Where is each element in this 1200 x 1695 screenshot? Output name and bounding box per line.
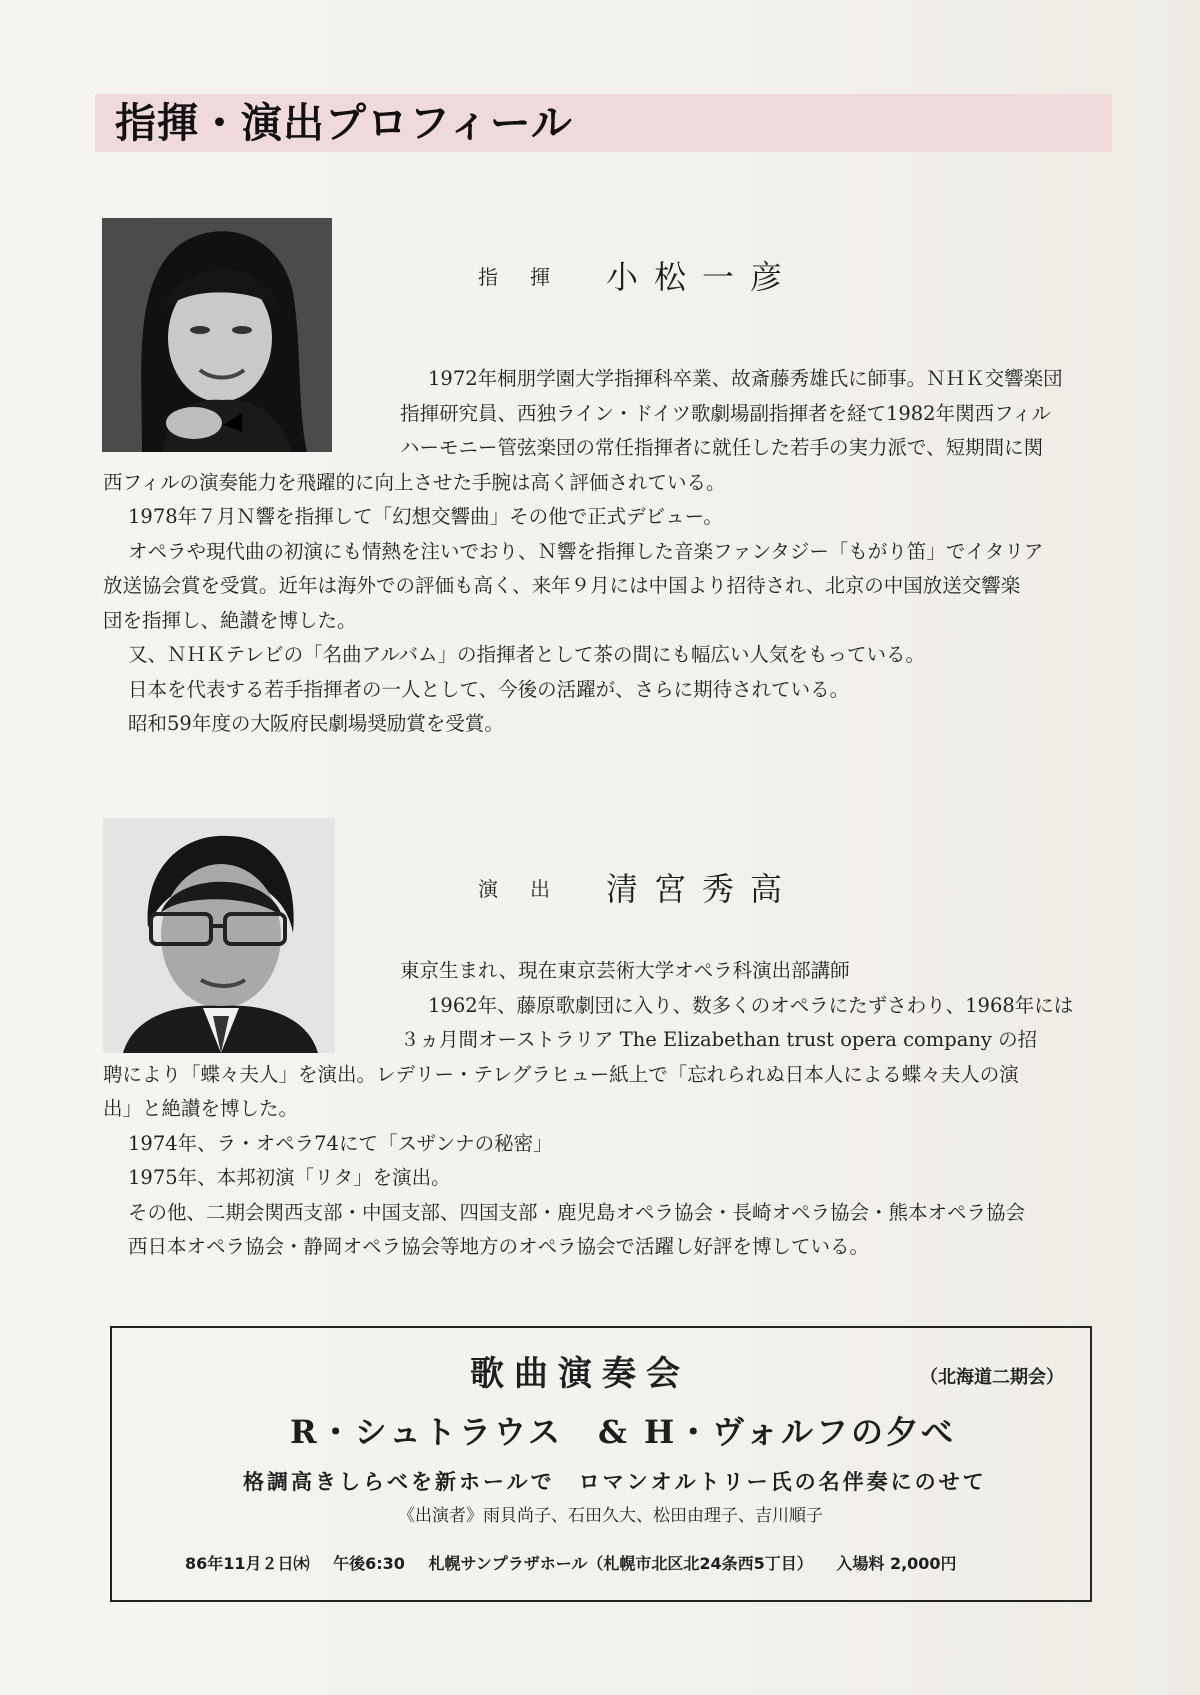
person-name: 小松一彦 xyxy=(606,257,799,296)
bio-line: 西日本オペラ協会・静岡オペラ協会等地方のオペラ協会で活躍し好評を博している。 xyxy=(128,1235,870,1258)
director-heading xyxy=(478,868,798,909)
bio-line: 昭和59年度の大阪府民劇場奨励賞を受賞。 xyxy=(128,712,504,735)
bio-line: 指揮研究員、西独ライン・ドイツ歌劇場副指揮者を経て1982年関西フィル xyxy=(400,401,1052,425)
concert-title: 歌曲演奏会 xyxy=(470,1354,690,1394)
concert-details xyxy=(185,1550,975,1578)
concert-time: 午後6:30 xyxy=(333,1554,405,1573)
bio-line: 1978年７月Ｎ響を指揮して「幻想交響曲」その他で正式デビュー。 xyxy=(128,505,723,528)
bio-line: 又、ＮＨＫテレビの「名曲アルバム」の指揮者として茶の間にも幅広い人気をもっている。 xyxy=(128,643,925,666)
concert-organizer: （北海道二期会） xyxy=(920,1367,1064,1388)
concert-subtitle: R・シュトラウス & H・ヴォルフの夕べ xyxy=(290,1413,956,1451)
bio-line: ３ヵ月間オーストラリア The Elizabethan trust opera company の招 xyxy=(400,1028,1038,1051)
director-bio xyxy=(103,954,1073,1265)
conductor-bio xyxy=(103,362,1063,742)
page-title: 指揮・演出プロフィール xyxy=(115,99,573,147)
bio-line: 東京生まれ、現在東京芸術大学オペラ科演出部講師 xyxy=(400,959,850,982)
bio-line: 日本を代表する若手指揮者の一人として、今後の活躍が、さらに期待されている。 xyxy=(128,677,850,701)
bio-line: 放送協会賞を受賞。近年は海外での評価も高く、来年９月には中国より招待され、北京の中国放送交響楽 xyxy=(103,574,1021,597)
bio-line: ハーモニー管弦楽団の常任指揮者に就任した若手の実力派で、短期間に関 xyxy=(400,436,1044,459)
concert-venue: 札幌サンプラザホール（札幌市北区北24条西5丁目） xyxy=(428,1554,813,1573)
person-name: 清宮秀高 xyxy=(606,869,799,908)
bio-line: 1974年、ラ・オペラ74にて「スザンナの秘密」 xyxy=(128,1131,553,1155)
bio-line: 1962年、藤原歌劇団に入り、数多くのオペラにたずさわり、1968年には xyxy=(428,993,1074,1017)
bio-line: 西フィルの演奏能力を飛躍的に向上させた手腕は高く評価されている。 xyxy=(103,470,726,494)
concert-tagline: 格調高きしらべを新ホールで ロマンオルトリー氏の名伴奏にのせて xyxy=(243,1469,987,1494)
bio-line: 1975年、本邦初演「リタ」を演出。 xyxy=(128,1166,451,1189)
concert-fee: 入場料 2,000円 xyxy=(836,1554,957,1573)
bio-line: 1972年桐朋学園大学指揮科卒業、故斎藤秀雄氏に師事。ＮＨＫ交響楽団 xyxy=(428,367,1063,390)
bio-line: その他、二期会関西支部・中国支部、四国支部・鹿児島オペラ協会・長崎オペラ協会・熊本オペラ協会 xyxy=(128,1200,1026,1224)
role-label: 演出 xyxy=(478,876,582,901)
role-label: 指揮 xyxy=(478,264,582,289)
bio-line: 出」と絶讃を博した。 xyxy=(103,1097,299,1120)
bio-line: 聘により「蝶々夫人」を演出。レデリー・テレグラヒュー紙上で「忘れられぬ日本人による蝶々夫人の演 xyxy=(103,1062,1019,1086)
bio-line: オペラや現代曲の初演にも情熱を注いでおり、Ｎ響を指揮した音楽ファンタジー「もがり笛」でイタリア xyxy=(128,539,1044,563)
bio-line: 団を指揮し、絶讃を博した。 xyxy=(103,608,357,632)
conductor-heading xyxy=(478,256,798,297)
concert-date: 86年11月２日㈭ xyxy=(185,1554,310,1573)
concert-performers: 《出演者》雨貝尚子、石田久大、松田由理子、吉川順子 xyxy=(398,1506,823,1526)
